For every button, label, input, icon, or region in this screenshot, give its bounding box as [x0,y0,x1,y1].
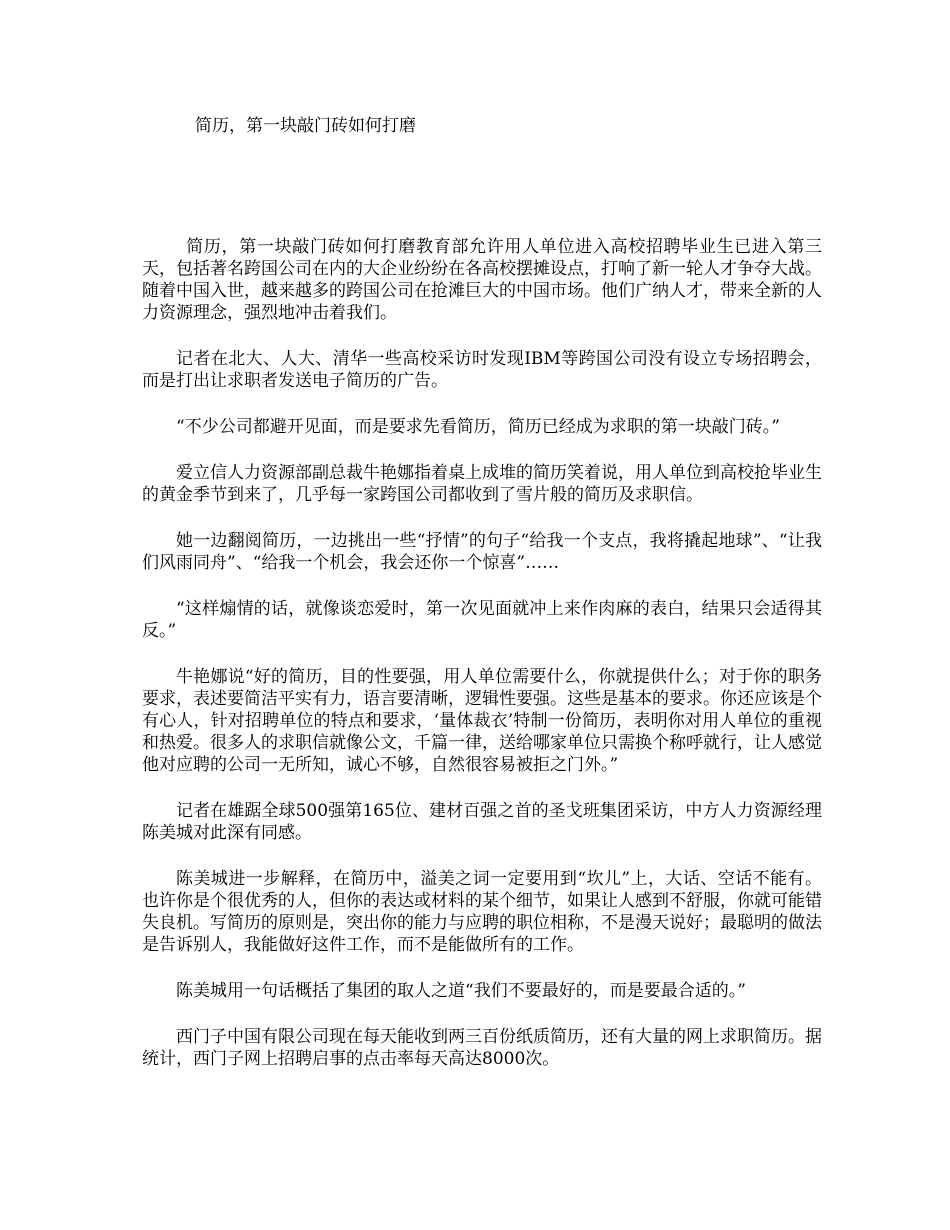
paragraph-10: 陈美城用一句话概括了集团的取人之道“我们不要最好的，而是要最合适的。” [176,981,746,1001]
paragraph-8: 记者在雄踞全球500强第165位、建材百强之首的圣戈班集团采访，中方人力资源经理陈美城对此深有同感。 [142,801,822,843]
paragraph-6: “这样煽情的话，就像谈恋爱时，第一次见面就冲上来作肉麻的表白，结果只会适得其反。” [142,599,822,641]
paragraph-11: 西门子中国有限公司现在每天能收到两三百份纸质简历，还有大量的网上求职简历。据统计，西门子网上招聘启事的点击率每天高达8000次。 [142,1027,822,1069]
paragraph-1: 简历，第一块敲门砖如何打磨教育部允许用人单位进入高校招聘毕业生已进入第三天，包括著名跨国公司在内的大企业纷纷在各高校摆摊设点，打响了新一轮人才争夺大战。随着中国入世，越来越多的跨国公司在抢滩巨大的中国市场。他们广纳人才，带来全新的人力资源理念，强烈地冲击着我们。 [142,237,822,323]
paragraph-7: 牛艳娜说“好的简历，目的性要强，用人单位需要什么，你就提供什么；对于你的职务要求，表述要简洁平实有力，语言要清晰，逻辑性要强。这些是基本的要求。你还应该是个有心人，针对招聘单位的特点和要求，‘量体裁衣’特制一份简历，表明你对用人单位的重视和热爱。很多人的求职信就像公文，千篇一律，送给哪家单位只需换个称呼就行，让人感觉他对应聘的公司一无所知，诚心不够，自然很容易被拒之门外。” [142,667,822,775]
paragraph-9: 陈美城进一步解释，在简历中，溢美之词一定要用到“坎儿”上，大话、空话不能有。也许你是个很优秀的人，但你的表达或材料的某个细节，如果让人感到不舒服，你就可能错失良机。写简历的原则是，突出你的能力与应聘的职位相称，不是漫天说好；最聪明的做法是告诉别人，我能做好这件工作，而不是能做所有的工作。 [142,869,822,955]
paragraph-2: 记者在北大、人大、清华一些高校采访时发现IBM等跨国公司没有设立专场招聘会，而是打出让求职者发送电子简历的广告。 [142,349,822,391]
paragraph-3: “不少公司都避开见面，而是要求先看简历，简历已经成为求职的第一块敲门砖。” [176,417,780,437]
document-body [142,236,822,1094]
paragraph-5: 她一边翻阅简历，一边挑出一些“抒情”的句子“给我一个支点，我将撬起地球”、“让我们风雨同舟”、“给我一个机会，我会还你一个惊喜”…… [142,531,822,573]
document-title: 简历，第一块敲门砖如何打磨 [195,116,416,136]
paragraph-4: 爱立信人力资源部副总裁牛艳娜指着桌上成堆的简历笑着说，用人单位到高校抢毕业生的黄金季节到来了，几乎每一家跨国公司都收到了雪片般的简历及求职信。 [142,463,822,505]
